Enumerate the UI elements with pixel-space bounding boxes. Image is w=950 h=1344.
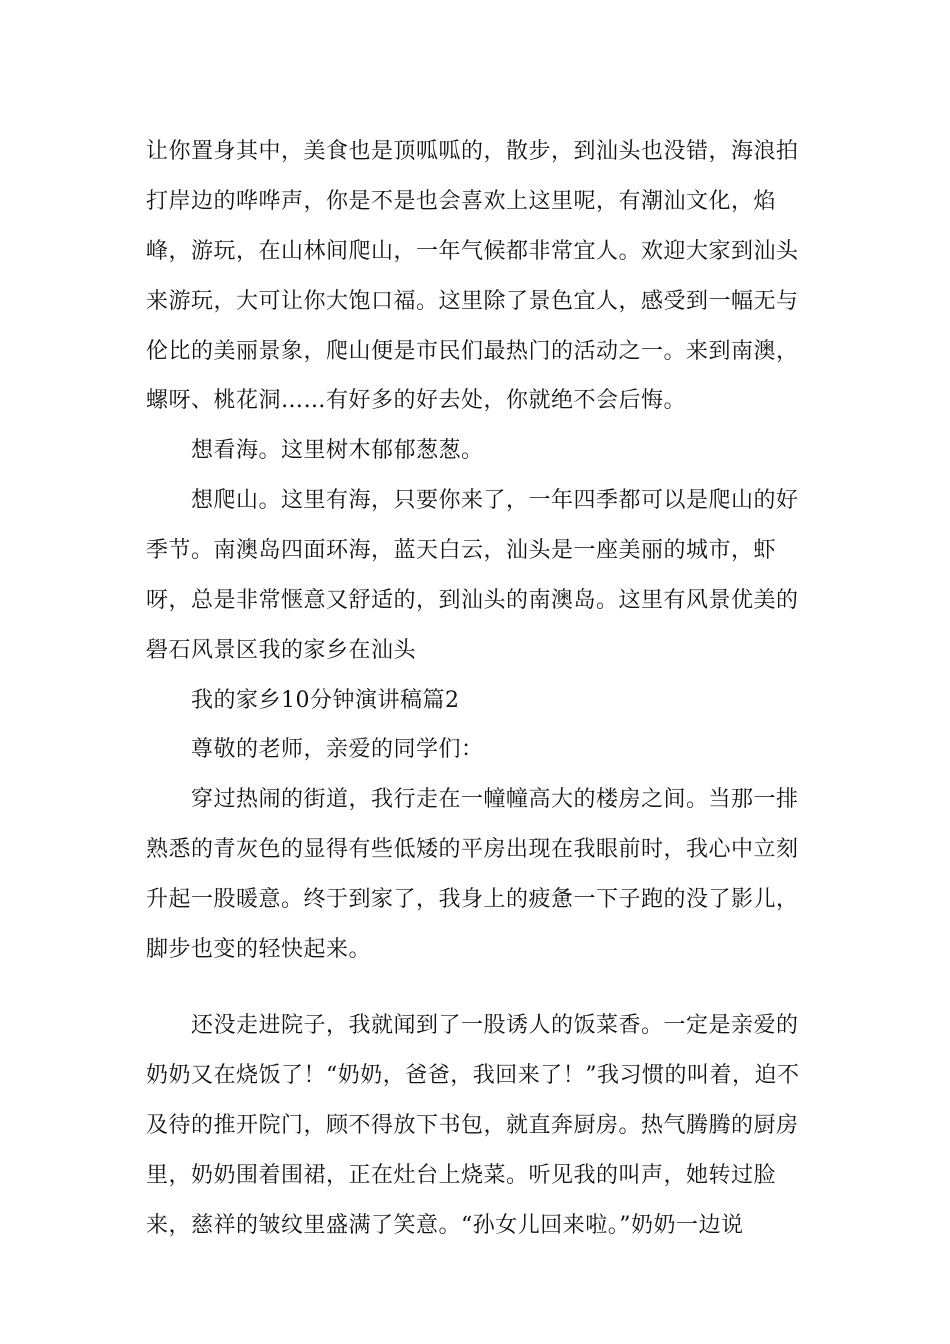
salutation: 尊敬的老师，亲爱的同学们： — [191, 737, 484, 762]
text-line: 伦比的美丽景象，爬山便是市民们最热门的活动之一。来到南澳， — [146, 339, 799, 364]
paragraph-first-line: 想看海。这里树木郁郁葱葱。 — [191, 438, 484, 463]
text-line: 奶奶又在烧饭了！“奶奶，爸爸，我回来了！”我习惯的叫着，迫不 — [146, 1063, 800, 1088]
text-line: 螺呀、桃花洞……有好多的好去处，你就绝不会后悔。 — [146, 388, 687, 413]
paragraph-first-line: 穿过热闹的街道，我行走在一幢幢高大的楼房之间。当那一排 — [191, 787, 799, 812]
text-line: 及待的推开院门，顾不得放下书包，就直奔厨房。热气腾腾的厨房 — [146, 1113, 799, 1138]
text-line: 让你置身其中，美食也是顶呱呱的，散步，到汕头也没错，海浪拍 — [146, 139, 799, 164]
text-line: 里，奶奶围着围裙，正在灶台上烧菜。听见我的叫声，她转过脸 — [146, 1163, 777, 1188]
text-line: 呀，总是非常惬意又舒适的，到汕头的南澳岛。这里有风景优美的 — [146, 588, 799, 613]
text-line: 升起一股暖意。终于到家了，我身上的疲惫一下子跑的没了影儿， — [146, 887, 799, 912]
text-line: 峰，游玩，在山林间爬山，一年气候都非常宜人。欢迎大家到汕头 — [146, 239, 799, 264]
text-line: 打岸边的哗哗声，你是不是也会喜欢上这里呢，有潮汕文化，焰 — [146, 189, 777, 214]
text-line: 来游玩，大可让你大饱口福。这里除了景色宜人，感受到一幅无与 — [146, 289, 799, 314]
section-heading: 我的家乡10分钟演讲稿篇2 — [191, 688, 460, 713]
paragraph-first-line: 想爬山。这里有海，只要你来了，一年四季都可以是爬山的好 — [191, 488, 799, 513]
text-line: 季节。南澳岛四面环海，蓝天白云，汕头是一座美丽的城市，虾 — [146, 538, 777, 563]
text-line: 来，慈祥的皱纹里盛满了笑意。“孙女儿回来啦。”奶奶一边说 — [146, 1213, 744, 1238]
text-line: 礐石风景区我的家乡在汕头 — [146, 638, 417, 663]
paragraph-first-line: 还没走进院子，我就闻到了一股诱人的饭菜香。一定是亲爱的 — [191, 1013, 799, 1038]
text-line: 熟悉的青灰色的显得有些低矮的平房出现在我眼前时，我心中立刻 — [146, 837, 799, 862]
text-line: 脚步也变的轻快起来。 — [146, 937, 372, 962]
